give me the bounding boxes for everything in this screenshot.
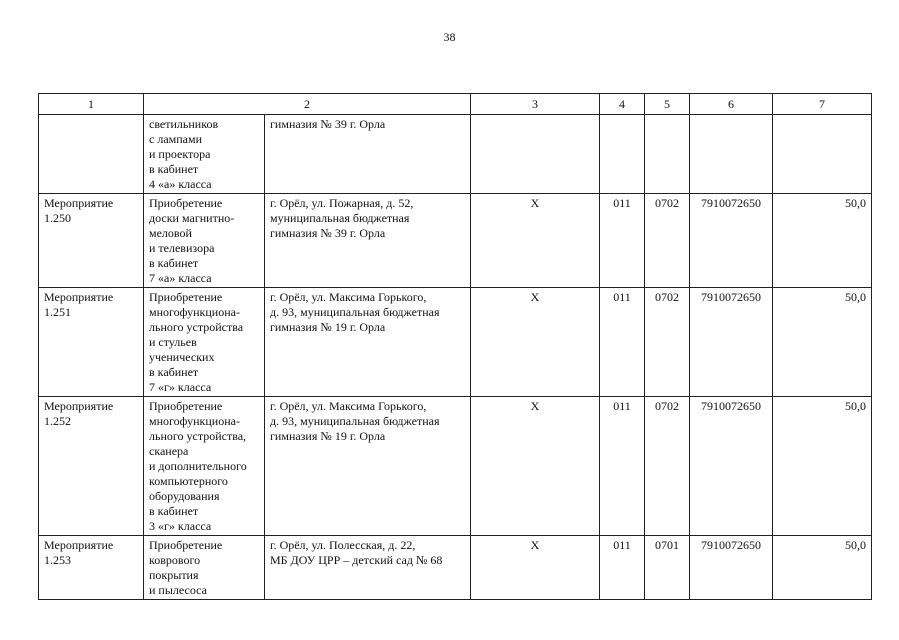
- chapter-cell: [600, 115, 645, 194]
- amount-cell: [773, 115, 872, 194]
- address-cell: гимназия № 39 г. Орла: [265, 115, 471, 194]
- header-col-5: 5: [645, 94, 690, 115]
- header-col-2: 2: [144, 94, 471, 115]
- page-number: 38: [443, 30, 456, 44]
- target-cell: Х: [471, 288, 600, 397]
- event-cell: Мероприятие 1.253: [39, 536, 144, 600]
- target-article-cell: 7910072650: [690, 288, 773, 397]
- target-cell: [471, 115, 600, 194]
- address-cell: г. Орёл, ул. Полесская, д. 22, МБ ДОУ ЦРР – детский сад № 68: [265, 536, 471, 600]
- amount-cell: 50,0: [773, 397, 872, 536]
- amount-cell: 50,0: [773, 536, 872, 600]
- section-cell: 0702: [645, 288, 690, 397]
- table-header-row: [39, 94, 872, 115]
- chapter-cell: 011: [600, 194, 645, 288]
- section-cell: 0701: [645, 536, 690, 600]
- target-cell: Х: [471, 397, 600, 536]
- section-cell: 0702: [645, 397, 690, 536]
- target-article-cell: 7910072650: [690, 397, 773, 536]
- event-cell: Мероприятие 1.252: [39, 397, 144, 536]
- header-col-3: 3: [471, 94, 600, 115]
- header-col-1: 1: [39, 94, 144, 115]
- chapter-cell: 011: [600, 536, 645, 600]
- table-row: [39, 115, 872, 194]
- budget-measures-table: [38, 93, 872, 600]
- description-cell: светильников с лампами и проектора в кабинет 4 «а» класса: [144, 115, 265, 194]
- table-row: [39, 397, 872, 536]
- description-cell: Приобретение коврового покрытия и пылесоса: [144, 536, 265, 600]
- description-cell: Приобретение многофункциона- льного устройства, сканера и дополнительного компьютерного оборудования в кабинет 3 «г» класса: [144, 397, 265, 536]
- description-cell: Приобретение доски магнитно- меловой и телевизора в кабинет 7 «а» класса: [144, 194, 265, 288]
- event-cell: [39, 115, 144, 194]
- table-row: [39, 194, 872, 288]
- event-cell: Мероприятие 1.251: [39, 288, 144, 397]
- chapter-cell: 011: [600, 288, 645, 397]
- target-article-cell: [690, 115, 773, 194]
- event-cell: Мероприятие 1.250: [39, 194, 144, 288]
- section-cell: [645, 115, 690, 194]
- description-cell: Приобретение многофункциона- льного устройства и стульев ученических в кабинет 7 «г» класса: [144, 288, 265, 397]
- target-article-cell: 7910072650: [690, 194, 773, 288]
- address-cell: г. Орёл, ул. Максима Горького, д. 93, муниципальная бюджетная гимназия № 19 г. Орла: [265, 397, 471, 536]
- chapter-cell: 011: [600, 397, 645, 536]
- table-row: [39, 288, 872, 397]
- section-cell: 0702: [645, 194, 690, 288]
- target-article-cell: 7910072650: [690, 536, 773, 600]
- header-col-4: 4: [600, 94, 645, 115]
- address-cell: г. Орёл, ул. Максима Горького, д. 93, муниципальная бюджетная гимназия № 19 г. Орла: [265, 288, 471, 397]
- header-col-7: 7: [773, 94, 872, 115]
- amount-cell: 50,0: [773, 288, 872, 397]
- target-cell: Х: [471, 536, 600, 600]
- header-col-6: 6: [690, 94, 773, 115]
- table-row: [39, 536, 872, 600]
- address-cell: г. Орёл, ул. Пожарная, д. 52, муниципальная бюджетная гимназия № 39 г. Орла: [265, 194, 471, 288]
- amount-cell: 50,0: [773, 194, 872, 288]
- target-cell: Х: [471, 194, 600, 288]
